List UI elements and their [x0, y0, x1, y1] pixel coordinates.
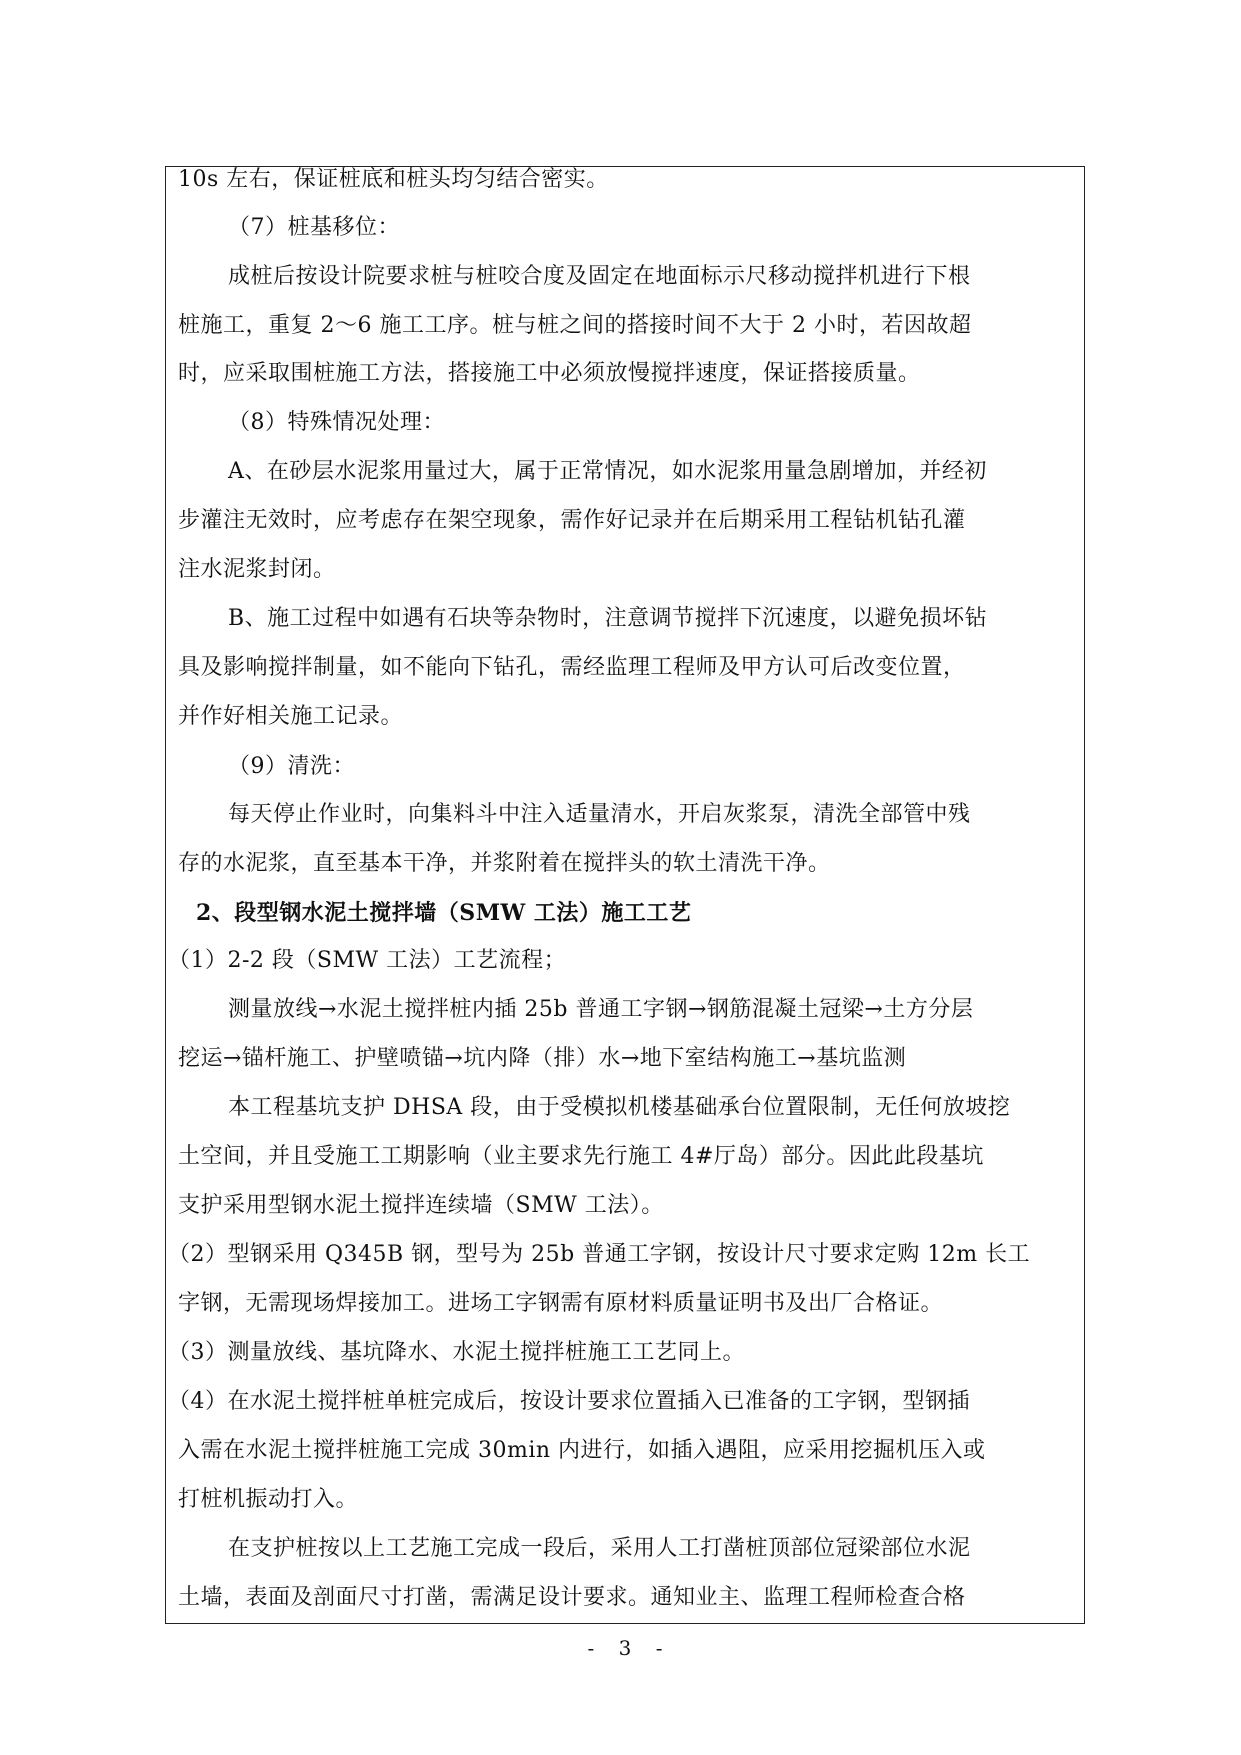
text-line: 步灌注无效时，应考虑存在架空现象，需作好记录并在后期采用工程钻机钻孔灌	[178, 508, 966, 533]
text-line: （3）测量放线、基坑降水、水泥土搅拌桩施工工艺同上。	[168, 1340, 745, 1365]
section-heading: （1）2-2 段（SMW 工法）工艺流程；	[168, 948, 567, 973]
text-line: B、施工过程中如遇有石块等杂物时，注意调节搅拌下沉速度，以避免损坏钻	[228, 606, 988, 631]
section-heading: （8）特殊情况处理：	[228, 410, 445, 435]
text-line: 10s 左右，保证桩底和桩头均匀结合密实。	[178, 167, 609, 192]
section-heading: （9）清洗：	[228, 754, 355, 779]
text-line: 测量放线→水泥土搅拌桩内插 25b 普通工字钢→钢筋混凝土冠梁→土方分层	[228, 997, 974, 1022]
text-line: 成桩后按设计院要求桩与桩咬合度及固定在地面标示尺移动搅拌机进行下根	[228, 264, 971, 289]
text-line: 土空间，并且受施工工期影响（业主要求先行施工 4#厅岛）部分。因此此段基坑	[178, 1144, 984, 1169]
text-line: 土墙，表面及剖面尺寸打凿，需满足设计要求。通知业主、监理工程师检查合格	[178, 1585, 966, 1610]
text-line: 支护采用型钢水泥土搅拌连续墙（SMW 工法）。	[178, 1193, 664, 1218]
text-line: 桩施工，重复 2～6 施工工序。桩与桩之间的搭接时间不大于 2 小时，若因故超	[178, 313, 972, 338]
section-heading: （7）桩基移位：	[228, 215, 400, 240]
text-line: 存的水泥浆，直至基本干净，并浆附着在搅拌头的软土清洗干净。	[178, 851, 831, 876]
text-line: （2）型钢采用 Q345B 钢，型号为 25b 普通工字钢，按设计尺寸要求定购 12m 长工	[168, 1242, 1031, 1267]
text-line: A、在砂层水泥浆用量过大，属于正常情况，如水泥浆用量急剧增加，并经初	[228, 459, 987, 484]
text-line: 时，应采取围桩施工方法，搭接施工中必须放慢搅拌速度，保证搭接质量。	[178, 361, 921, 386]
text-line: 本工程基坑支护 DHSA 段，由于受模拟机楼基础承台位置限制，无任何放坡挖	[228, 1095, 1011, 1120]
text-line: 打桩机振动打入。	[178, 1487, 359, 1512]
text-line: 注水泥浆封闭。	[178, 557, 336, 582]
text-line: 具及影响搅拌制量，如不能向下钻孔，需经监理工程师及甲方认可后改变位置，	[178, 655, 966, 680]
text-line: 在支护桩按以上工艺施工完成一段后，采用人工打凿桩顶部位冠梁部位水泥	[228, 1536, 971, 1561]
text-line: 每天停止作业时，向集料斗中注入适量清水，开启灰浆泵，清洗全部管中残	[228, 802, 971, 827]
page-number: - 3 -	[587, 1636, 663, 1660]
text-line: 字钢，无需现场焊接加工。进场工字钢需有原材料质量证明书及出厂合格证。	[178, 1291, 944, 1316]
text-line: 入需在水泥土搅拌桩施工完成 30min 内进行，如插入遇阻，应采用挖掘机压入或	[178, 1438, 986, 1463]
text-line: （4）在水泥土搅拌桩单桩完成后，按设计要求位置插入已准备的工字钢，型钢插	[168, 1389, 970, 1414]
chapter-heading: 2、段型钢水泥土搅拌墙（SMW 工法）施工工艺	[196, 900, 692, 926]
text-line: 并作好相关施工记录。	[178, 704, 404, 729]
text-line: 挖运→锚杆施工、护壁喷锚→坑内降（排）水→地下室结构施工→基坑监测	[178, 1046, 907, 1071]
